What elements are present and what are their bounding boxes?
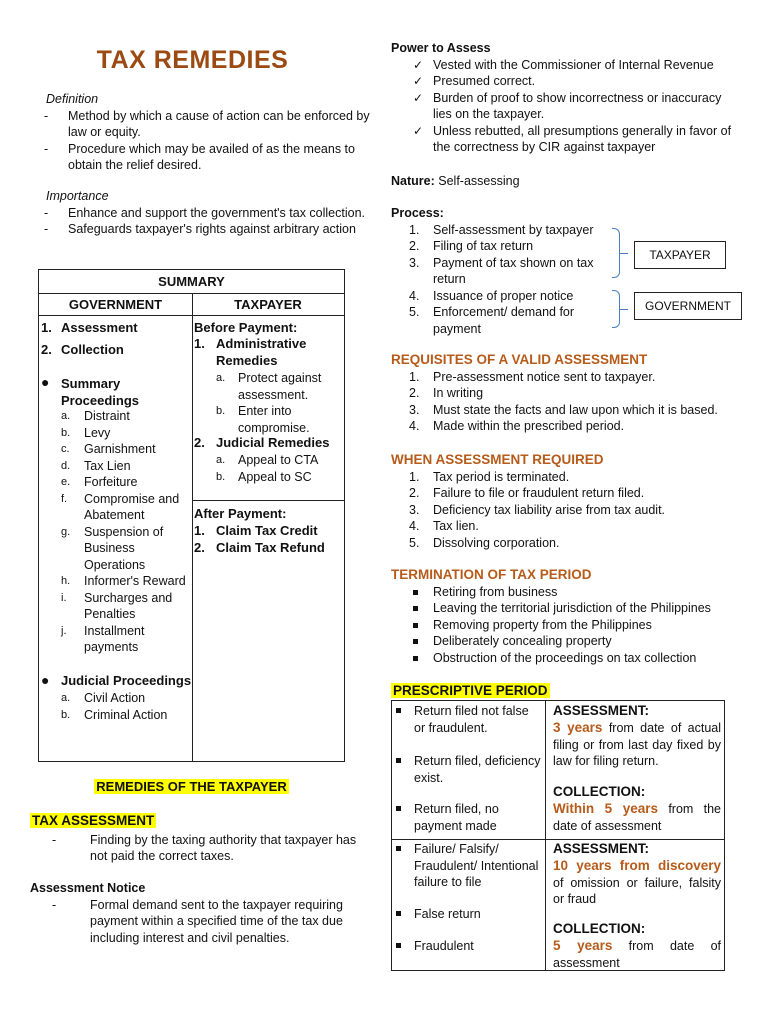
row1-coll-label: COLLECTION: bbox=[553, 784, 646, 799]
termination-heading: TERMINATION OF TAX PERIOD bbox=[391, 567, 592, 582]
before-payment-label: Before Payment: bbox=[194, 320, 298, 335]
judicial-items-list: a. Civil Action b. Criminal Action bbox=[61, 691, 168, 722]
row1-coll-desc bbox=[553, 801, 721, 834]
requisite-item: 2. In writing bbox=[409, 386, 484, 400]
requisites-section bbox=[391, 352, 751, 435]
requisites-list bbox=[391, 369, 751, 435]
list-item: Distraint bbox=[84, 409, 130, 423]
list-item: Suspension of Business Operations bbox=[84, 524, 164, 572]
nature-line bbox=[391, 173, 520, 190]
assessment-notice-item: - Formal demand sent to the taxpayer requiring payment within a specified time of the tax due including interest and civil penalties. bbox=[30, 897, 370, 947]
row2-assess-text: of omission or failure, falsity or fraud bbox=[553, 875, 721, 906]
bullet-icon bbox=[396, 943, 401, 948]
government-brace bbox=[612, 290, 620, 328]
bullet-icon bbox=[396, 846, 401, 851]
process-item: 2. Filing of tax return bbox=[409, 239, 534, 253]
definition-item: - Method by which a cause of action can be enforced by law or equity. bbox=[22, 108, 386, 141]
row1-left-item: Return filed, no payment made bbox=[414, 802, 499, 833]
termination-list bbox=[391, 584, 761, 667]
row2-left-item: False return bbox=[414, 907, 481, 921]
process-item: 1. Self-assessment by taxpayer bbox=[409, 222, 594, 237]
row1-coll-text: from the date of assessment bbox=[553, 802, 721, 833]
requisite-item: 4. Made within the prescribed period. bbox=[409, 419, 625, 433]
requisites-heading: REQUISITES OF A VALID ASSESSMENT bbox=[391, 352, 648, 367]
after-payment-label: After Payment: bbox=[194, 506, 287, 521]
summary-title: SUMMARY bbox=[39, 270, 344, 294]
row1-coll-years: Within 5 years bbox=[553, 801, 659, 816]
row-divider bbox=[392, 839, 724, 840]
list-item: Forfeiture bbox=[84, 475, 138, 489]
row-divider bbox=[192, 500, 344, 501]
row2-assess-desc bbox=[553, 858, 721, 908]
when-item: 2. Failure to file or fraudulent return filed. bbox=[409, 486, 645, 500]
bullet-icon: ● bbox=[41, 374, 50, 390]
importance-item: - Safeguards taxpayer's rights against arbitrary action bbox=[22, 221, 386, 238]
when-item: 5. Dissolving corporation. bbox=[409, 535, 560, 550]
row2-assess-years: 10 years from discovery bbox=[553, 858, 721, 873]
row2-coll-text: from date of assessment bbox=[553, 939, 722, 970]
list-item: Tax Lien bbox=[84, 458, 131, 473]
check-item: ✓ Unless rebutted, all presumptions generally in favor of the correctness by CIR against taxpayer bbox=[391, 123, 736, 156]
list-item: Protect against assessment. bbox=[238, 371, 322, 402]
tax-assessment-list bbox=[30, 832, 370, 865]
taxpayer-header: TAXPAYER bbox=[192, 294, 344, 316]
list-item: Criminal Action bbox=[84, 707, 168, 722]
bullet-icon bbox=[396, 806, 401, 811]
row1-left-item: Return filed not false or fraudulent. bbox=[414, 704, 529, 735]
list-item: Compromise and Abatement bbox=[84, 491, 180, 522]
admin-remedies: Administrative Remedies bbox=[216, 336, 307, 368]
definition-section bbox=[46, 91, 386, 174]
bullet-icon bbox=[396, 708, 401, 713]
row2-left-item: Failure/ Falsify/ Fraudulent/ Intentional failure to file bbox=[414, 842, 539, 889]
row1-left-item: Return filed, deficiency exist. bbox=[414, 754, 541, 785]
when-required-list bbox=[391, 469, 751, 552]
government-header: GOVERNMENT bbox=[39, 294, 192, 316]
gov-collection: Collection bbox=[61, 342, 124, 357]
termination-item: Deliberately concealing property bbox=[391, 633, 761, 650]
definition-label: Definition bbox=[46, 92, 99, 106]
government-box: GOVERNMENT bbox=[634, 292, 742, 320]
definition-list bbox=[22, 108, 386, 174]
termination-item: Leaving the territorial jurisdiction of the Philippines bbox=[391, 600, 761, 617]
remedies-heading-wrap bbox=[38, 779, 345, 796]
row2-coll-desc bbox=[553, 938, 721, 971]
check-item: ✓ Burden of proof to show incorrectness or inaccuracy lies on the taxpayer. bbox=[391, 90, 736, 123]
bullet-icon bbox=[396, 758, 401, 763]
when-item: 3. Deficiency tax liability arise from tax audit. bbox=[409, 502, 666, 517]
page-title: TAX REMEDIES bbox=[96, 46, 289, 74]
gov-summary-proceedings: Summary Proceedings bbox=[61, 376, 140, 408]
gov-judicial-proceedings: Judicial Proceedings bbox=[61, 673, 192, 688]
process-list bbox=[391, 222, 611, 338]
process-section bbox=[391, 205, 621, 337]
when-item: 1. Tax period is terminated. bbox=[409, 469, 570, 484]
process-item: 3. Payment of tax shown on tax return bbox=[409, 255, 594, 286]
list-item: Levy bbox=[84, 425, 111, 440]
termination-item: Retiring from business bbox=[391, 584, 761, 601]
gov-assessment: Assessment bbox=[61, 320, 138, 335]
taxpayer-brace bbox=[612, 228, 620, 278]
row1-assess-years: 3 years bbox=[553, 720, 603, 735]
list-item: Garnishment bbox=[84, 442, 156, 456]
termination-item: Obstruction of the proceedings on tax collection bbox=[391, 650, 761, 667]
list-item: Surcharges and Penalties bbox=[84, 590, 173, 621]
power-to-assess-section bbox=[391, 40, 736, 156]
row1-assess-text: from date of actual filing or from last day fixed by law for filing return. bbox=[553, 721, 722, 768]
list-item: Appeal to SC bbox=[238, 469, 312, 484]
check-item: ✓ Presumed correct. bbox=[391, 73, 736, 90]
prescriptive-table bbox=[391, 700, 725, 971]
judicial-remedies: Judicial Remedies bbox=[216, 435, 330, 450]
importance-label: Importance bbox=[46, 189, 109, 203]
row2-coll-years: 5 years bbox=[553, 938, 613, 953]
assessment-notice-heading: Assessment Notice bbox=[30, 881, 146, 895]
termination-section bbox=[391, 567, 761, 666]
list-item: Informer's Reward bbox=[84, 574, 186, 588]
claim-tax-credit: Claim Tax Credit bbox=[216, 523, 318, 538]
process-label: Process: bbox=[391, 206, 444, 220]
power-to-assess-heading: Power to Assess bbox=[391, 41, 491, 55]
list-item: Enter into compromise. bbox=[238, 404, 310, 435]
tax-assessment-section bbox=[30, 813, 370, 865]
importance-section bbox=[46, 188, 386, 238]
summary-table: SUMMARY GOVERNMENT TAXPAYER 1. Assessment 2. Collection ● Summary Proceedings a. Distraint b. Levy c. Garnishment d. Tax Lien e. Forfeiture f. Compromise and Abatement g. Suspension of Business Operations h. Informer's Reward i. Surcharges and Penalties j. Installment payments ● Judicial Proceedings a. Civil Action b. Criminal Action Before Payment: 1. Administrative Remedies a. Protect against assessment. b. Enter into compromise. 2. Judicial Remedies a. Appeal to CTA b. Appeal to SC After Payment: 1. Claim Tax Credit 2. Claim Tax Refund bbox=[38, 269, 345, 762]
nature-label: Nature: bbox=[391, 174, 435, 188]
process-item: 5. Enforcement/ demand for payment bbox=[409, 305, 575, 336]
requisite-item: 1. Pre-assessment notice sent to taxpayer. bbox=[409, 369, 656, 384]
row2-assess-label: ASSESSMENT: bbox=[553, 841, 650, 856]
claim-tax-refund: Claim Tax Refund bbox=[216, 540, 325, 555]
summary-items-list: a. Distraint b. Levy c. Garnishment d. Tax Lien e. Forfeiture f. Compromise and Abatement g. Suspension of Business Operations h. Informer's Reward i. Surcharges and Penalties j. Installment payments bbox=[61, 409, 186, 654]
importance-list bbox=[22, 205, 386, 238]
definition-item: - Procedure which may be availed of as the means to obtain the relief desired. bbox=[22, 141, 386, 174]
termination-item: Removing property from the Philippines bbox=[391, 617, 761, 634]
remedies-heading: REMEDIES OF THE TAXPAYER bbox=[96, 779, 287, 794]
when-item: 4. Tax lien. bbox=[409, 519, 479, 533]
row2-left-item: Fraudulent bbox=[414, 939, 474, 953]
tax-assessment-heading: TAX ASSESSMENT bbox=[32, 813, 155, 828]
prescriptive-heading: PRESCRIPTIVE PERIOD bbox=[393, 683, 548, 698]
importance-item: - Enhance and support the government's tax collection. bbox=[22, 205, 386, 222]
row1-assess-desc bbox=[553, 720, 721, 770]
bullet-icon bbox=[396, 911, 401, 916]
column-divider bbox=[545, 701, 546, 970]
list-item: Appeal to CTA bbox=[238, 453, 319, 467]
process-item: 4. Issuance of proper notice bbox=[409, 288, 574, 303]
row1-assess-label: ASSESSMENT: bbox=[553, 703, 650, 718]
power-to-assess-list bbox=[391, 57, 736, 156]
assessment-notice-section bbox=[30, 880, 370, 946]
row2-coll-label: COLLECTION: bbox=[553, 921, 646, 936]
list-item: Installment payments bbox=[84, 623, 145, 654]
taxpayer-judicial-list: a. Appeal to CTA b. Appeal to SC bbox=[216, 453, 319, 484]
tax-assessment-item: - Finding by the taxing authority that taxpayer has not paid the correct taxes. bbox=[30, 832, 370, 865]
list-item: Civil Action bbox=[84, 691, 146, 705]
requisite-item: 3. Must state the facts and law upon which it is based. bbox=[409, 402, 718, 417]
assessment-notice-list bbox=[30, 897, 370, 947]
when-required-heading: WHEN ASSESSMENT REQUIRED bbox=[391, 452, 604, 467]
bullet-icon: ● bbox=[41, 672, 50, 688]
column-divider bbox=[192, 294, 193, 761]
nature-value: Self-assessing bbox=[438, 174, 520, 188]
prescriptive-heading-wrap bbox=[391, 683, 550, 700]
admin-items-list: a. Protect against assessment. b. Enter into compromise. bbox=[216, 371, 322, 435]
when-required-section bbox=[391, 452, 751, 551]
taxpayer-box: TAXPAYER bbox=[634, 241, 726, 269]
check-item: ✓ Vested with the Commissioner of Internal Revenue bbox=[391, 57, 736, 74]
